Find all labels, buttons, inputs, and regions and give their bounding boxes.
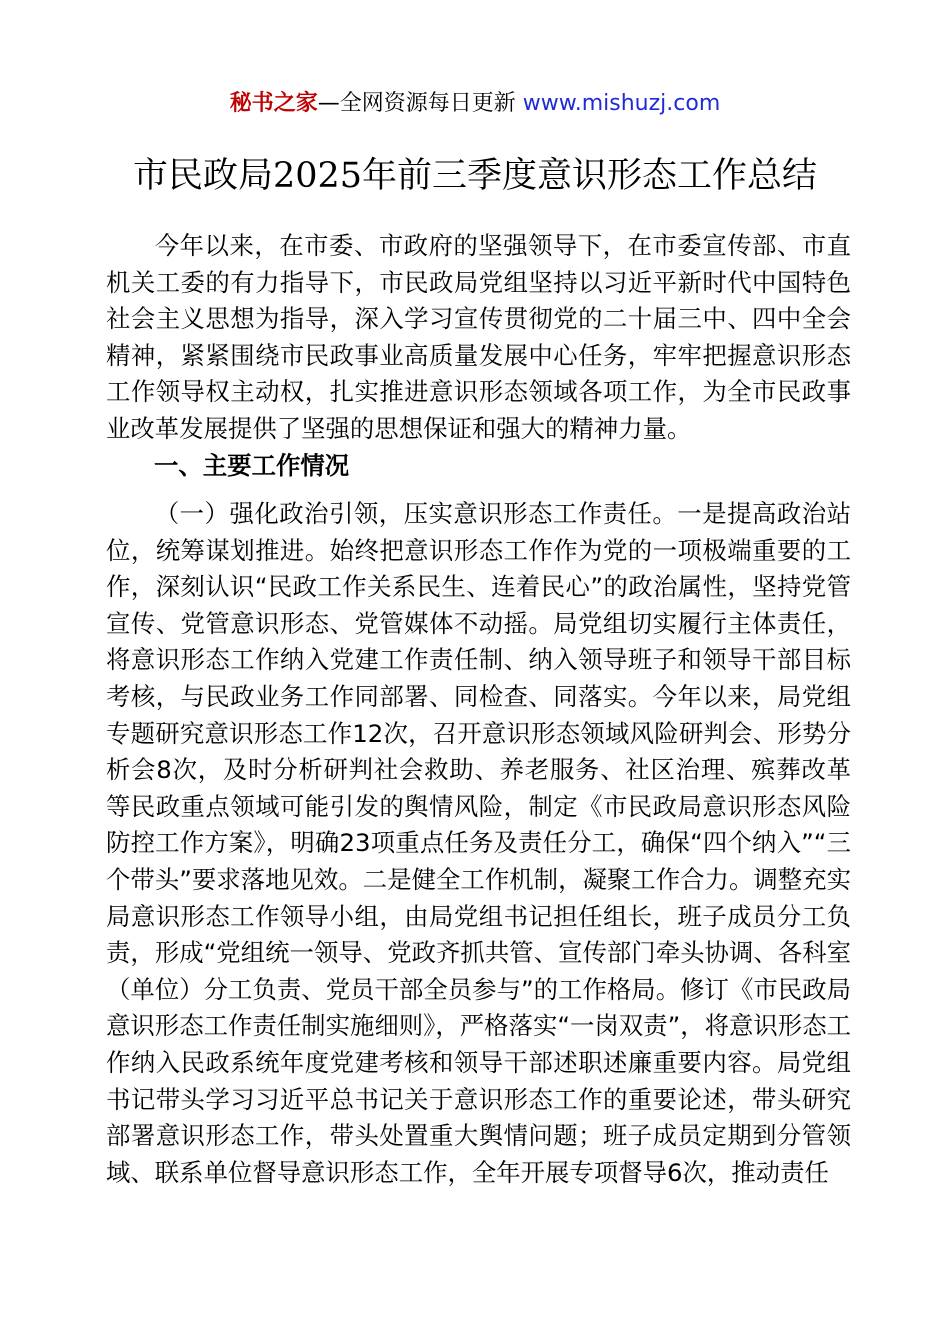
site-header	[0, 88, 950, 120]
section-heading: 一、主要工作情况	[154, 451, 350, 480]
intro-paragraph: 今年以来，在市委、市政府的坚强领导下，在市委宣传部、市直机关工委的有力指导下，市民政局党组坚持以习近平新时代中国特色社会主义思想为指导，深入学习宣传贯彻党的二十届三中、四中全会精神，紧紧围绕市民政事业高质量发展中心任务，牢牢把握意识形态工作领导权主动权，扎实推进意识形态领域各项工作，为全市民政事业改革发展提供了坚强的思想保证和强大的精神力量。	[106, 231, 851, 443]
site-url-link[interactable]: www.mishuzj.com	[522, 91, 721, 116]
section-paragraph: （一）强化政治引领，压实意识形态工作责任。一是提高政治站位，统筹谋划推进。始终把意识形态工作作为党的一项极端重要的工作，深刻认识“民政工作关系民生、连着民心”的政治属性，坚持党管宣传、党管意识形态、党管媒体不动摇。局党组切实履行主体责任，将意识形态工作纳入党建工作责任制、纳入领导班子和领导干部目标考核，与民政业务工作同部署、同检查、同落实。今年以来，局党组专题研究意识形态工作12次，召开意识形态领域风险研判会、形势分析会8次，及时分析研判社会救助、养老服务、社区治理、殡葬改革等民政重点领域可能引发的舆情风险，制定《市民政局意识形态风险防控工作方案》，明确23项重点任务及责任分工，确保“四个纳入”“三个带头”要求落地见效。二是健全工作机制，凝聚工作合力。调整充实局意识形态工作领导小组，由局党组书记担任组长，班子成员分工负责，形成“党组统一领导、党政齐抓共管、宣传部门牵头协调、各科室（单位）分工负责、党员干部全员参与”的工作格局。修订《市民政局意识形态工作责任制实施细则》，严格落实“一岗双责”，将意识形态工作纳入民政系统年度党建考核和领导干部述职述廉重要内容。局党组书记带头学习习近平总书记关于意识形态工作的重要论述，带头研究部署意识形态工作，带头处置重大舆情问题；班子成员定期到分管领域、联系单位督导意识形态工作，全年开展专项督导6次，推动责任	[106, 499, 851, 1187]
brand-name: 秘书之家	[229, 91, 318, 116]
header-tagline: —全网资源每日更新	[317, 91, 523, 116]
document-title: 市民政局2025年前三季度意识形态工作总结	[132, 156, 818, 196]
